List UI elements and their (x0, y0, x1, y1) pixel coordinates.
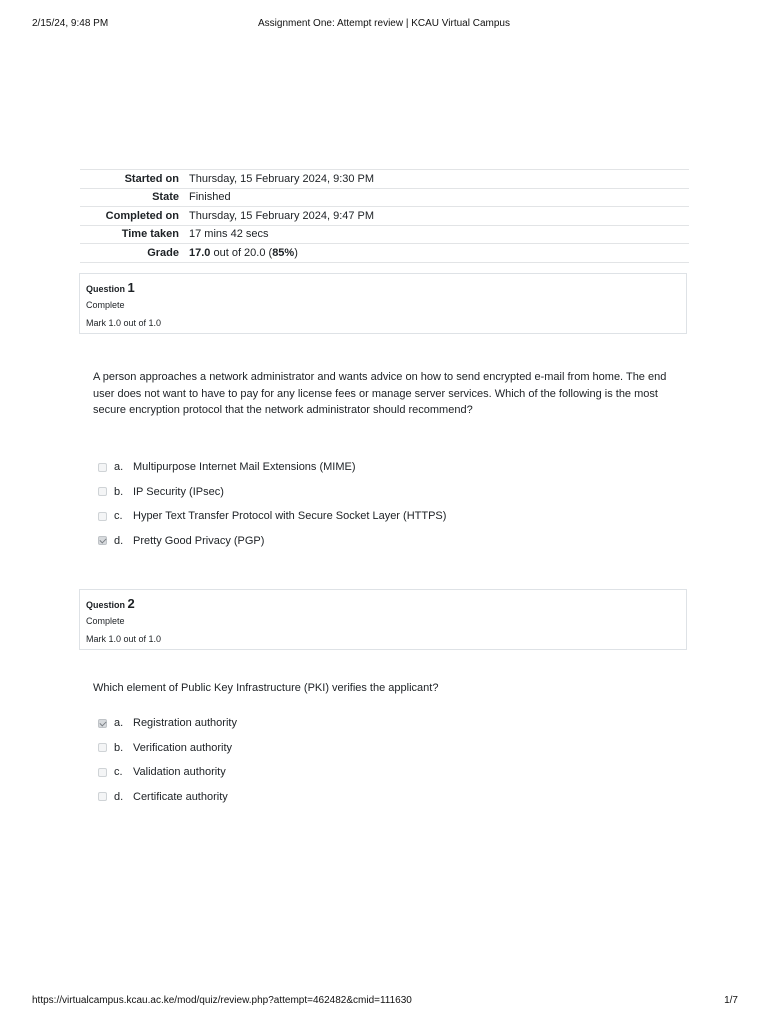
checkbox-icon[interactable] (98, 743, 107, 752)
grade-value (185, 244, 689, 263)
question-number (86, 595, 680, 612)
summary-value: Thursday, 15 February 2024, 9:30 PM (185, 170, 689, 189)
answer-option[interactable] (98, 504, 658, 529)
answer-letter: d. (114, 790, 124, 803)
checkbox-icon[interactable] (98, 487, 107, 496)
answer-text: Pretty Good Privacy (PGP) (133, 534, 265, 547)
summary-label: Time taken (80, 225, 185, 244)
answer-text: Certificate authority (133, 790, 228, 803)
checkbox-icon[interactable] (98, 463, 107, 472)
print-page-title: Assignment One: Attempt review | KCAU Virtual Campus (258, 18, 510, 29)
question-text-1: A person approaches a network administrator and wants advice on how to send encrypted e-mail from home. The end user does not want to have to pay for any license fees or manage server services. Which of the following is the most secure encryption protocol that the network administrator should recommend? (93, 371, 667, 416)
question-mark: Mark 1.0 out of 1.0 (86, 634, 162, 644)
question-mark: Mark 1.0 out of 1.0 (86, 318, 162, 328)
print-footer (0, 995, 768, 1009)
summary-value: 17 mins 42 secs (185, 225, 689, 244)
grade-end: ) (294, 246, 298, 259)
question-number (86, 279, 680, 296)
answer-option[interactable] (98, 529, 658, 554)
question-state: Complete (86, 300, 125, 310)
answer-list-2 (98, 711, 658, 809)
answer-text: Verification authority (133, 741, 233, 754)
checkbox-checked-icon[interactable] (98, 536, 107, 545)
answer-letter: b. (114, 741, 124, 754)
checkbox-icon[interactable] (98, 512, 107, 521)
print-datetime: 2/15/24, 9:48 PM (32, 18, 109, 29)
grade-score: 17.0 (189, 246, 211, 259)
summary-value: Finished (185, 188, 689, 207)
summary-label: State (80, 188, 185, 207)
question-prefix: Question (86, 600, 128, 610)
summary-value: Thursday, 15 February 2024, 9:47 PM (185, 207, 689, 226)
answer-list-1 (98, 455, 658, 553)
question-text-2: Which element of Public Key Infrastructure (PKI) verifies the applicant? (93, 682, 439, 694)
answer-letter: b. (114, 485, 124, 498)
grade-mid: out of 20.0 ( (210, 246, 273, 259)
answer-text: Validation authority (133, 766, 226, 779)
summary-row-started-on (80, 170, 689, 189)
summary-row-state (80, 188, 689, 207)
answer-option[interactable] (98, 736, 658, 761)
summary-label: Grade (80, 244, 185, 263)
question-prefix: Question (86, 284, 128, 294)
summary-label: Started on (80, 170, 185, 189)
attempt-summary-table (80, 169, 689, 263)
answer-letter: d. (114, 534, 124, 547)
summary-label: Completed on (80, 207, 185, 226)
print-header (0, 18, 768, 32)
checkbox-icon[interactable] (98, 768, 107, 777)
answer-text: Registration authority (133, 717, 237, 730)
answer-text: Hyper Text Transfer Protocol with Secure Socket Layer (HTTPS) (133, 510, 447, 523)
answer-option[interactable] (98, 711, 658, 736)
question-info-2 (79, 589, 687, 650)
question-num: 2 (127, 596, 135, 611)
answer-option[interactable] (98, 760, 658, 785)
answer-text: Multipurpose Internet Mail Extensions (MIME) (133, 461, 356, 474)
checkbox-checked-icon[interactable] (98, 719, 107, 728)
answer-option[interactable] (98, 480, 658, 505)
summary-row-time-taken (80, 225, 689, 244)
question-info-1 (79, 273, 687, 334)
summary-row-grade (80, 244, 689, 263)
print-url: https://virtualcampus.kcau.ac.ke/mod/quiz/review.php?attempt=462482&cmid=111630 (32, 995, 412, 1006)
answer-letter: a. (114, 461, 124, 474)
answer-letter: c. (114, 766, 123, 779)
answer-letter: c. (114, 510, 123, 523)
question-state: Complete (86, 616, 125, 626)
grade-percent: 85% (272, 246, 295, 259)
answer-option[interactable] (98, 455, 658, 480)
print-page-number: 1/7 (724, 995, 738, 1006)
checkbox-icon[interactable] (98, 792, 107, 801)
answer-text: IP Security (IPsec) (133, 485, 224, 498)
question-num: 1 (127, 280, 135, 295)
summary-row-completed-on (80, 207, 689, 226)
answer-letter: a. (114, 717, 124, 730)
answer-option[interactable] (98, 785, 658, 810)
